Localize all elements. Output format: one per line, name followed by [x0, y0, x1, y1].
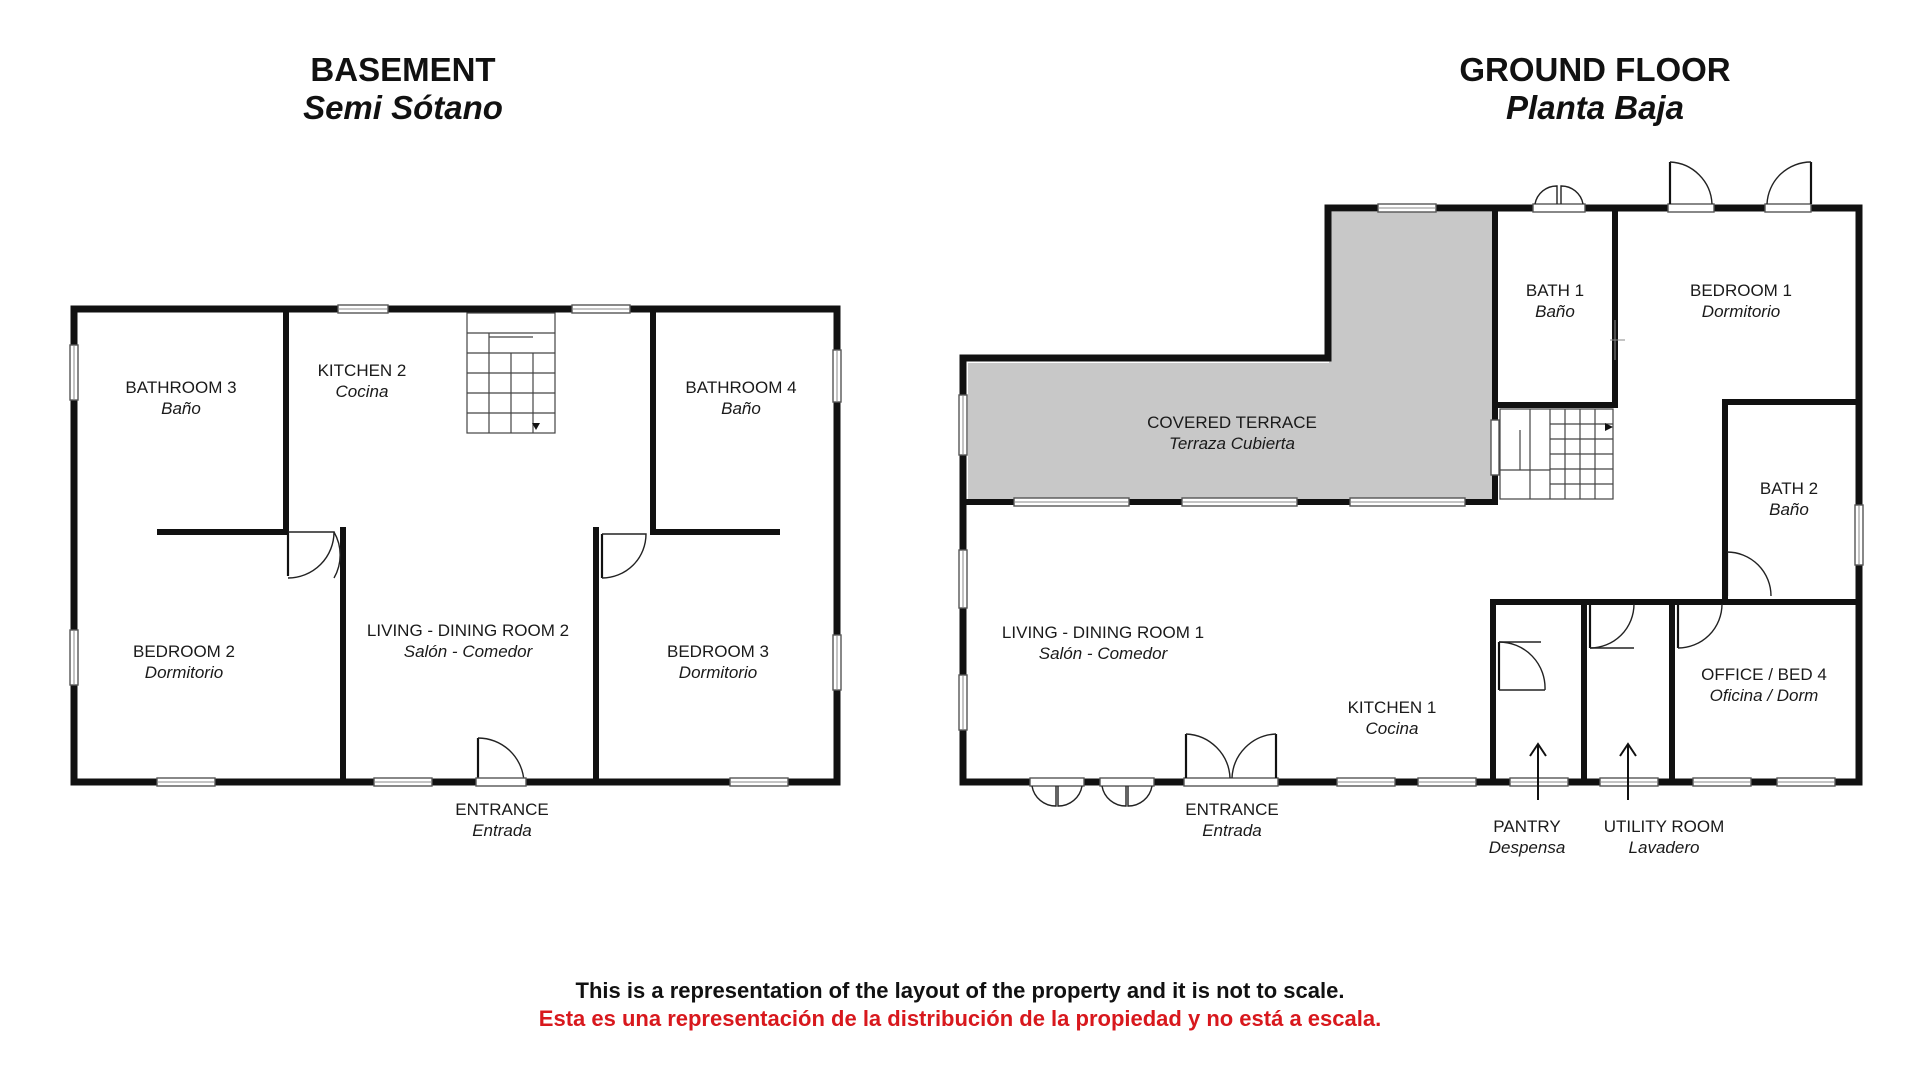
window [70, 630, 78, 685]
window [1855, 505, 1863, 565]
room-label: LIVING - DINING ROOM 2 [366, 621, 570, 640]
room-label: BEDROOM 3 [666, 642, 770, 661]
ground-floor-title: GROUND FLOOR [1459, 51, 1731, 88]
room-label-es: Entrada [472, 821, 532, 840]
room-label: KITCHEN 2 [317, 361, 407, 380]
window [1693, 778, 1751, 786]
room-label-es: Dormitorio [1701, 302, 1781, 321]
room-label: BATHROOM 4 [685, 378, 797, 397]
window [338, 305, 388, 313]
door [1590, 604, 1634, 648]
room-label-es: Entrada [1202, 821, 1262, 840]
room-label-es: Baño [1769, 500, 1809, 519]
room-label: BATHROOM 3 [125, 378, 237, 397]
window [833, 635, 841, 690]
room-label: ENTRANCE [455, 800, 549, 819]
sliding-window [1350, 498, 1465, 506]
room-label: BEDROOM 1 [1689, 281, 1793, 300]
room-label-es: Terraza Cubierta [1169, 434, 1295, 453]
window [374, 778, 432, 786]
room-label-es: Salón - Comedor [403, 642, 533, 661]
ground-floor-plan [959, 162, 1863, 857]
window [157, 778, 215, 786]
door [602, 534, 646, 578]
room-label: KITCHEN 1 [1347, 698, 1437, 717]
french-window [1030, 778, 1084, 806]
room-label: BEDROOM 2 [132, 642, 236, 661]
door [1499, 642, 1545, 690]
window [959, 395, 967, 455]
door [1670, 162, 1712, 204]
entrance-door [476, 738, 526, 786]
staircase [467, 313, 555, 433]
ground-floor-subtitle: Planta Baja [1506, 89, 1684, 126]
room-label: PANTRY [1493, 817, 1561, 836]
room-label-es: Dormitorio [678, 663, 758, 682]
room-label-es: Dormitorio [144, 663, 224, 682]
staircase [1500, 409, 1613, 499]
room-label: OFFICE / BED 4 [1701, 665, 1827, 684]
basement-plan [70, 305, 841, 840]
room-label-es: Salón - Comedor [1038, 644, 1168, 663]
window-sash [1535, 186, 1583, 204]
window [70, 345, 78, 400]
window [1418, 778, 1476, 786]
door [1727, 552, 1771, 596]
window [959, 550, 967, 608]
window [730, 778, 788, 786]
window [1337, 778, 1395, 786]
basement-title: BASEMENT [310, 51, 496, 88]
arrow-up-icon [1530, 744, 1546, 800]
door [1678, 604, 1722, 648]
room-label-es: Despensa [1488, 838, 1566, 857]
room-label: BATH 1 [1525, 281, 1585, 300]
room-label-es: Oficina / Dorm [1709, 686, 1819, 705]
room-label: LIVING - DINING ROOM 1 [1001, 623, 1205, 642]
disclaimer-spanish: Esta es una representación de la distribución de la propiedad y no está a escala. [538, 1006, 1382, 1031]
room-label-es: Baño [721, 399, 761, 418]
window [1777, 778, 1835, 786]
room-label-es: Baño [161, 399, 201, 418]
french-window [1100, 778, 1154, 806]
disclaimer-english: This is a representation of the layout of the property and it is not to scale. [575, 978, 1345, 1003]
sliding-window [1014, 498, 1129, 506]
basement-subtitle: Semi Sótano [303, 89, 503, 126]
window [1533, 204, 1585, 212]
room-label-es: Cocina [335, 382, 389, 401]
room-label: COVERED TERRACE [1147, 413, 1317, 432]
sliding-window [1182, 498, 1297, 506]
window [833, 350, 841, 402]
room-label-es: Cocina [1365, 719, 1419, 738]
window [959, 675, 967, 730]
room-label: UTILITY ROOM [1603, 817, 1725, 836]
window [1765, 204, 1811, 212]
window [1668, 204, 1714, 212]
room-label: BATH 2 [1759, 479, 1819, 498]
door [1767, 162, 1811, 204]
room-label: ENTRANCE [1185, 800, 1279, 819]
window [1378, 204, 1436, 212]
arrow-up-icon [1620, 744, 1636, 800]
window [572, 305, 630, 313]
entrance-door [1184, 734, 1278, 786]
room-label-es: Baño [1535, 302, 1575, 321]
window [1491, 420, 1499, 475]
door [288, 532, 340, 578]
room-label-es: Lavadero [1628, 838, 1700, 857]
